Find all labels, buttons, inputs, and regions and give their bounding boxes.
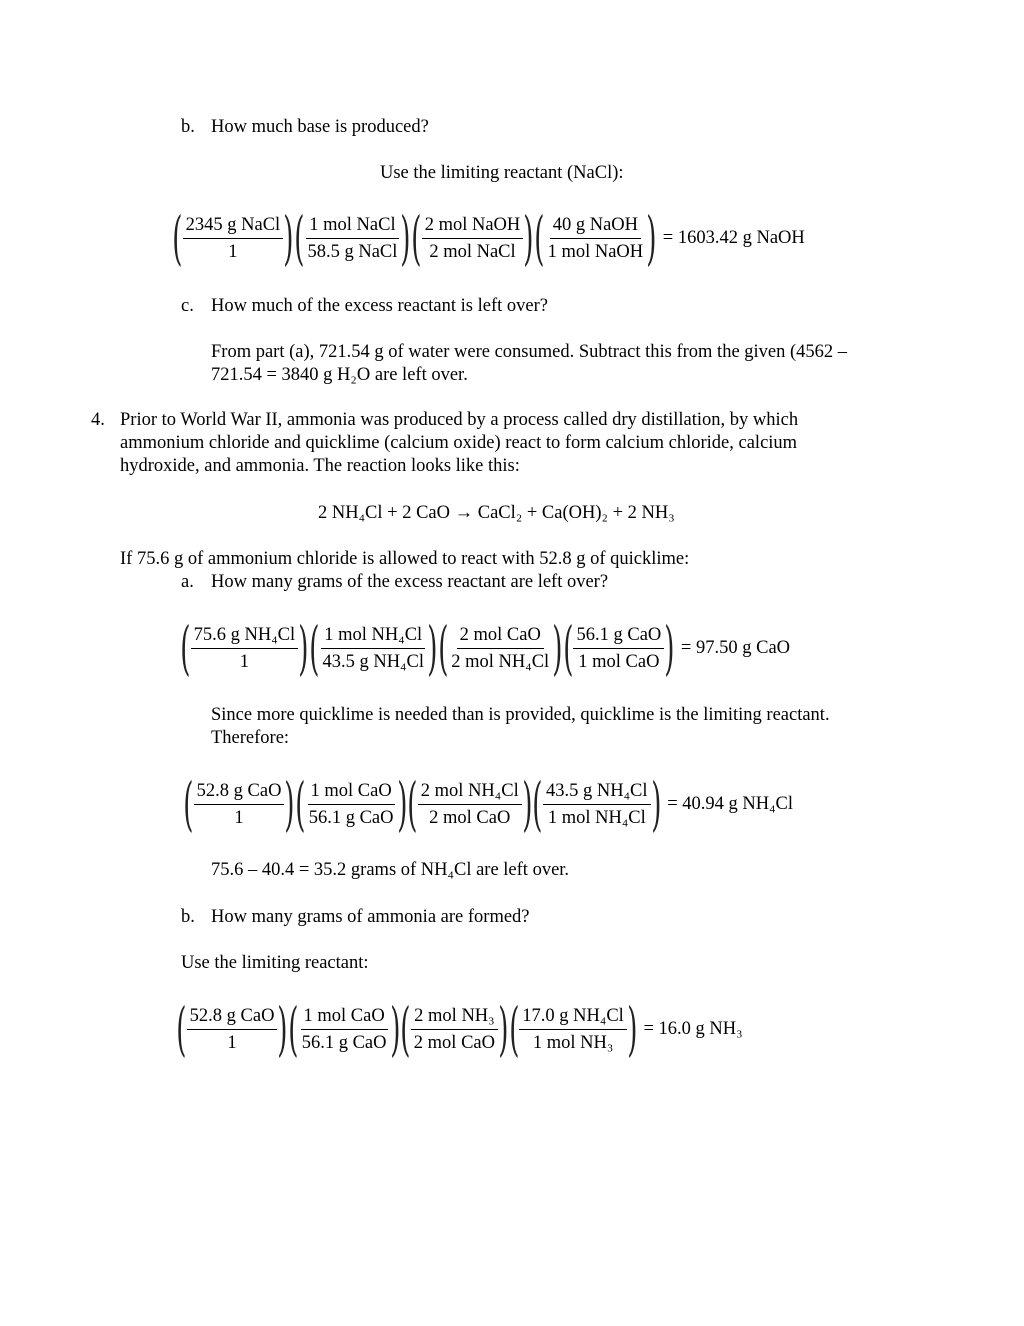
factor: ( $\frac{\text{52.8 g CaO}}{1}$ ) — [176, 995, 288, 1063]
part-b2-marker: b. — [181, 907, 195, 927]
problem-4-line-3: hydroxide, and ammonia. The reaction looks like this: — [120, 456, 520, 476]
numerator: 1 mol NaCl — [306, 212, 398, 239]
equation-result: = 97.50 g CaO — [680, 637, 791, 658]
denominator: 1 mol NH₃ — [532, 1032, 614, 1053]
denominator: 58.5 g NaCl — [307, 241, 398, 262]
part-a-explanation-line-2: Therefore: — [211, 728, 290, 748]
numerator: 52.8 g CaO — [194, 778, 285, 805]
part-a-question: How many grams of the excess reactant are left over? — [211, 572, 609, 592]
equation-nh4cl — [183, 770, 794, 838]
factor: ( $\frac{\text{1 mol NaCl}}{\text{58.5 g NaCl}}$ ) — [294, 204, 411, 272]
part-a-marker: a. — [181, 572, 194, 592]
problem-4-line-1: Prior to World War II, ammonia was produced by a process called dry distillation, by which — [120, 410, 799, 430]
problem-4-line-2: ammonium chloride and quicklime (calcium oxide) react to form calcium chloride, calcium — [120, 433, 798, 453]
numerator: 2 mol CaO — [457, 622, 544, 649]
denominator: 43.5 g NH₄Cl — [322, 651, 424, 672]
equation-result: = 40.94 g NH₄Cl — [667, 793, 794, 814]
denominator: 2 mol CaO — [413, 1032, 495, 1053]
numerator: 2 mol NH₃ — [411, 1003, 497, 1030]
factor: ( $\frac{\text{43.5 g NH₄Cl}}{\text{1 mol NH₄Cl}}$ ) — [532, 770, 661, 838]
part-b-marker: b. — [181, 117, 195, 137]
part-c-text-line-1: From part (a), 721.54 g of water were consumed. Subtract this from the given (4562 – — [211, 342, 848, 362]
factor: ( $\frac{\text{75.6 g NH₄Cl}}{1}$ ) — [180, 614, 309, 682]
equation-result: = 16.0 g NH₃ — [643, 1018, 743, 1039]
factor: ( $\frac{\text{2345 g NaCl}}{1}$ ) — [172, 204, 294, 272]
factor: ( $\frac{\text{1 mol CaO}}{\text{56.1 g CaO}}$ ) — [295, 770, 407, 838]
numerator: 40 g NaOH — [550, 212, 641, 239]
numerator: 52.8 g CaO — [187, 1003, 278, 1030]
numerator: 56.1 g CaO — [573, 622, 664, 649]
denominator: 56.1 g CaO — [301, 1032, 387, 1053]
factor: ( $\frac{\text{40 g NaOH}}{\text{1 mol NaOH}}$ ) — [534, 204, 657, 272]
reaction-equation: 2 NH₄Cl + 2 CaO → CaCl₂ + Ca(OH)₂ + 2 NH₃ — [318, 503, 675, 523]
factor: ( $\frac{\text{2 mol CaO}}{\text{2 mol NH₄Cl}}$ ) — [437, 614, 563, 682]
equation-cao — [180, 614, 791, 682]
part-a-explanation-line-1: Since more quicklime is needed than is provided, quicklime is the limiting reactant. — [211, 705, 830, 725]
denominator: 1 mol NaOH — [547, 241, 644, 262]
part-b2-question: How many grams of ammonia are formed? — [211, 907, 530, 927]
numerator: 17.0 g NH₄Cl — [519, 1003, 627, 1030]
denominator: 1 — [234, 807, 244, 828]
factor: ( $\frac{\text{17.0 g NH₄Cl}}{\text{1 mol NH₃}}$ ) — [508, 995, 638, 1063]
factor: ( $\frac{\text{1 mol NH₄Cl}}{\text{43.5 g NH₄Cl}}$ ) — [309, 614, 438, 682]
numerator: 1 mol CaO — [308, 778, 395, 805]
numerator: 2 mol NaOH — [422, 212, 524, 239]
denominator: 2 mol NH₄Cl — [451, 651, 550, 672]
problem-number: 4. — [91, 410, 105, 430]
numerator: 75.6 g NH₄Cl — [191, 622, 299, 649]
denominator: 2 mol NaCl — [429, 241, 516, 262]
numerator: 2 mol NH₄Cl — [418, 778, 522, 805]
factor: ( $\frac{\text{2 mol NH₄Cl}}{\text{2 mol CaO}}$ ) — [407, 770, 533, 838]
denominator: 1 mol CaO — [578, 651, 660, 672]
numerator: 1 mol CaO — [301, 1003, 388, 1030]
part-b-question: How much base is produced? — [211, 117, 429, 137]
part-b2-instruction: Use the limiting reactant: — [181, 953, 369, 973]
part-c-marker: c. — [181, 296, 194, 316]
leftover-statement: 75.6 – 40.4 = 35.2 grams of NH₄Cl are left over. — [211, 860, 570, 880]
factor: ( $\frac{\text{52.8 g CaO}}{1}$ ) — [183, 770, 295, 838]
denominator: 1 — [227, 1032, 237, 1053]
factor: ( $\frac{\text{2 mol NaOH}}{\text{2 mol NaCl}}$ ) — [411, 204, 534, 272]
factor: ( $\frac{\text{2 mol NH₃}}{\text{2 mol CaO}}$ ) — [400, 995, 509, 1063]
denominator: 1 mol NH₄Cl — [547, 807, 646, 828]
denominator: 56.1 g CaO — [308, 807, 394, 828]
factor: ( $\frac{\text{56.1 g CaO}}{\text{1 mol CaO}}$ ) — [563, 614, 675, 682]
denominator: 1 — [239, 651, 250, 672]
equation-result: = 1603.42 g NaOH — [662, 227, 805, 248]
numerator: 43.5 g NH₄Cl — [543, 778, 651, 805]
denominator: 1 — [228, 241, 238, 262]
part-b-instruction: Use the limiting reactant (NaCl): — [380, 163, 624, 183]
part-c-text-line-2: 721.54 = 3840 g H₂O are left over. — [211, 365, 468, 385]
numerator: 2345 g NaCl — [183, 212, 284, 239]
part-c-question: How much of the excess reactant is left over? — [211, 296, 548, 316]
denominator: 2 mol CaO — [429, 807, 511, 828]
equation-naoh — [172, 204, 805, 272]
given-statement: If 75.6 g of ammonium chloride is allowed to react with 52.8 g of quicklime: — [120, 549, 690, 569]
factor: ( $\frac{\text{1 mol CaO}}{\text{56.1 g CaO}}$ ) — [288, 995, 400, 1063]
numerator: 1 mol NH₄Cl — [321, 622, 425, 649]
equation-nh3 — [176, 995, 743, 1063]
